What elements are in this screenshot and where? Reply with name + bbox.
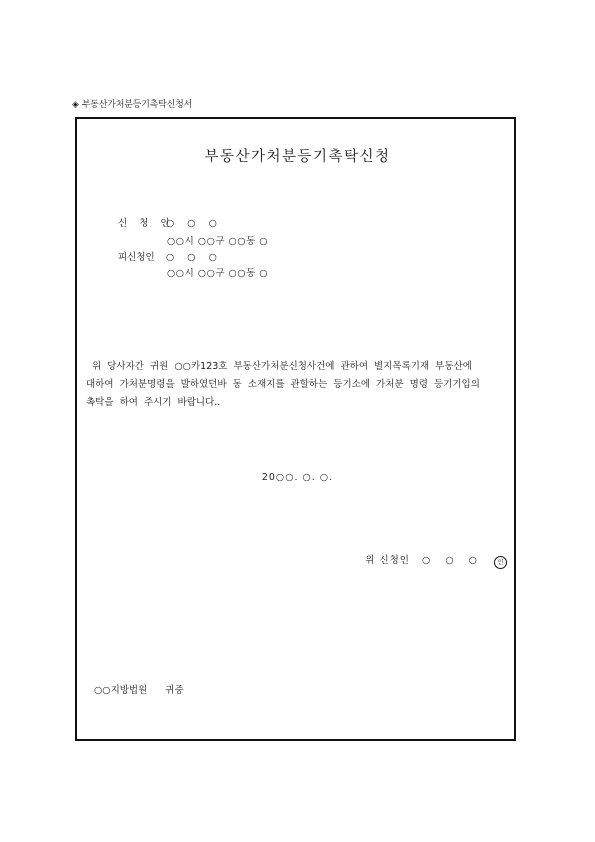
court-addressee (94, 682, 184, 696)
document-title: 부동산가처분등기촉탁신청 (204, 149, 391, 165)
document-caption (72, 97, 192, 110)
signer-name: ○ ○ ○ (422, 555, 480, 566)
applicant-label: 신 청 인 (118, 218, 175, 229)
applicant-address: ○○시 ○○구 ○○동 ○ (167, 236, 269, 247)
document-frame (75, 117, 516, 741)
body-line-1: 위 당사자간 귀원 ○○카123호 부동산가처분신청사건에 관하여 별지목록기재 부동산에 (86, 361, 472, 372)
respondent-name: ○ ○ ○ (166, 252, 222, 263)
seal-icon: 인 (494, 556, 507, 569)
document-date: 20○○. ○. ○. (261, 472, 334, 483)
honorific: 귀중 (165, 685, 184, 696)
signer-line (365, 552, 507, 569)
caption-text: 부동산가처분등기촉탁신청서 (81, 100, 193, 110)
applicant-row (118, 215, 222, 229)
body-line-2: 대하여 가처분명령을 발하였던바 동 소재지를 관할하는 등기소에 가처분 명령 등기기입의 (86, 379, 480, 390)
respondent-row (118, 249, 222, 263)
respondent-address: ○○시 ○○구 ○○동 ○ (167, 268, 269, 279)
signer-prefix: 위 신청인 (365, 555, 410, 566)
diamond-bullet-icon: ◈ (72, 100, 79, 110)
respondent-label: 피신청인 (118, 252, 155, 263)
applicant-name: ○ ○ ○ (166, 218, 222, 229)
court-name: ○○지방법원 (94, 685, 148, 696)
body-line-3: 촉탁을 하여 주시기 바랍니다.. (86, 397, 221, 408)
